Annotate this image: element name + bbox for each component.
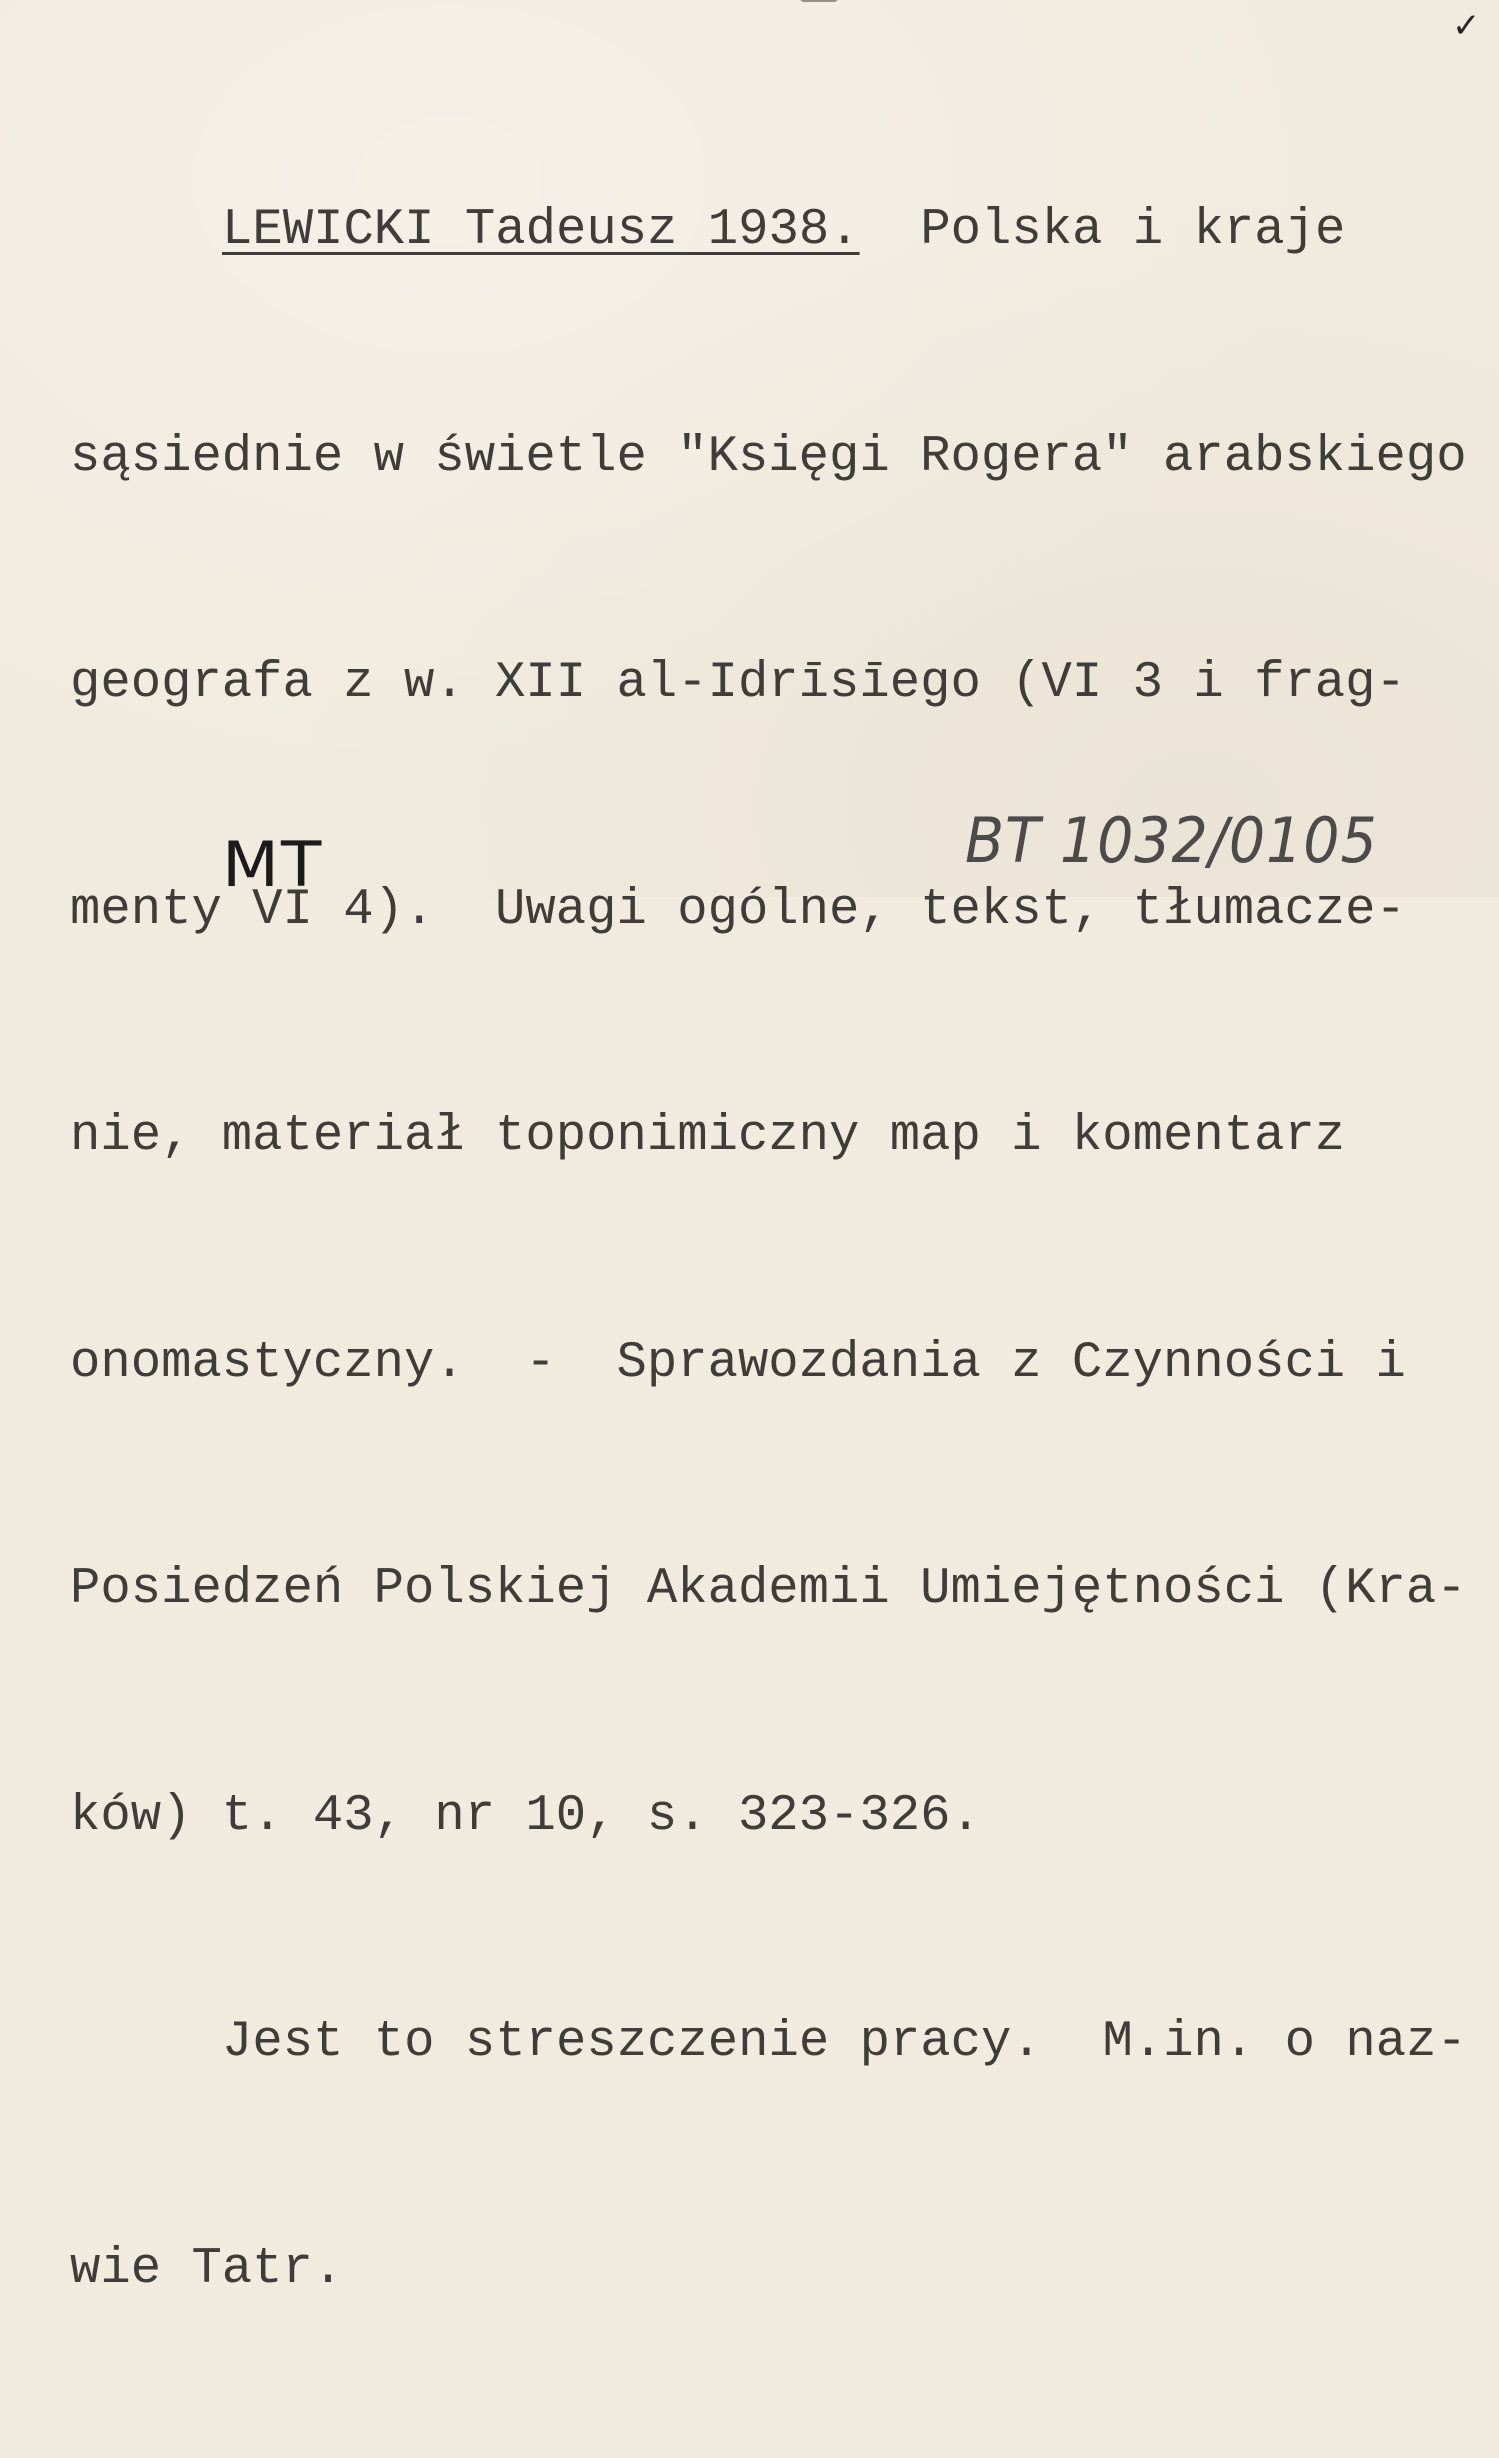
entry-line-7: Posiedzeń Polskiej Akademii Umiejętności (Kra-: [70, 1561, 1467, 1618]
note-line-2: wie Tatr.: [70, 2240, 344, 2298]
handwritten-call-number: BT 1032/0105: [965, 804, 1378, 877]
entry-line-6: onomastyczny. - Sprawozdania z Czynności i: [70, 1334, 1406, 1392]
handwritten-initials: MT: [222, 827, 324, 902]
author-year-heading: LEWICKI Tadeusz 1938.: [222, 202, 860, 259]
entry-line-3: geografa z w. XII al-Idrīsīego (VI 3 i frag-: [70, 655, 1406, 712]
entry-line-8: ków) t. 43, nr 10, s. 323-326.: [70, 1787, 981, 1845]
typed-entry: [70, 42, 1490, 2458]
entry-line-2: sąsiednie w świetle "Księgi Rogera" arabskiego: [70, 428, 1467, 486]
entry-line-5: nie, materiał toponimiczny map i komentarz: [70, 1108, 1346, 1165]
ink-mark: [800, 0, 838, 2]
entry-line-1: [70, 193, 1490, 269]
note-line-1: Jest to streszczenie pracy. M.in. o naz-: [222, 2014, 1467, 2071]
check-mark-icon: ✓: [1452, 6, 1481, 46]
title-start: Polska i kraje: [859, 202, 1346, 259]
entry-line-4: menty VI 4). Uwagi ogólne, tekst, tłumacze-: [70, 881, 1406, 939]
